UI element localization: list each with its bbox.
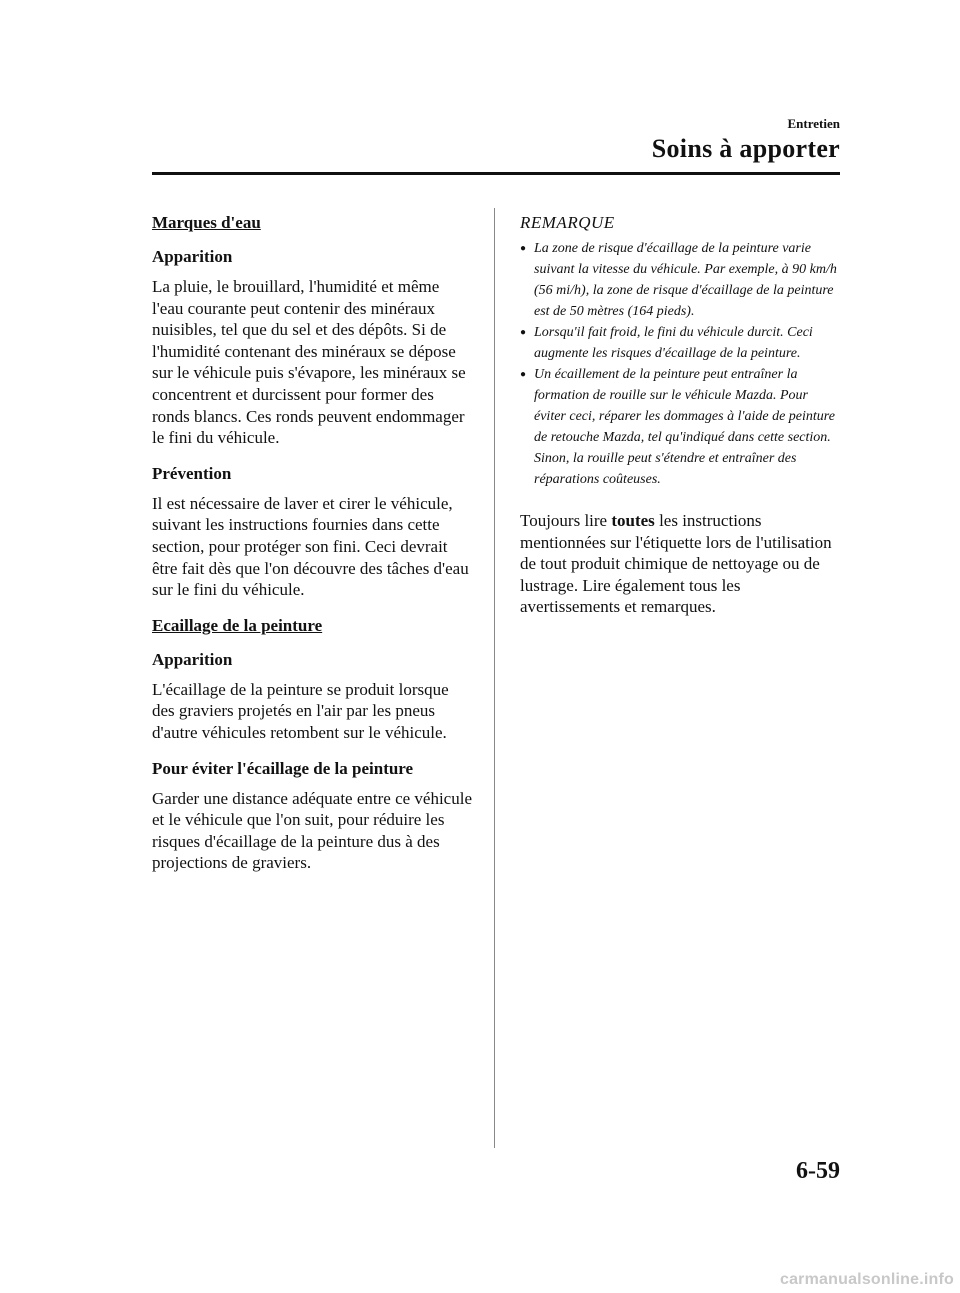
paint-chipping-apparition-text: L'écaillage de la peinture se produit lorsque des graviers projetés en l'air par les pneus d'autre véhicules retombent sur le véhicule. <box>152 679 449 742</box>
note-item <box>520 322 842 364</box>
paint-chipping-apparition-heading: Apparition <box>152 649 233 669</box>
note-text: Lorsqu'il fait froid, le fini du véhicule durcit. Ceci augmente les risques d'écaillage de la peinture. <box>534 325 813 361</box>
right-column <box>520 212 842 632</box>
watermark-link[interactable]: carmanualsonline.info <box>779 1271 954 1288</box>
closing-text-end: les instructions mentionnées sur l'étiquette lors de l'utilisation de tout produit chimique de nettoyage ou de lustrage. Lire également tous les avertissements et remarques. <box>520 511 832 617</box>
page-number: 6-59 <box>796 1158 840 1184</box>
water-marks-title: Marques d'eau <box>152 213 261 232</box>
bullet-icon: ● <box>520 243 527 254</box>
note-title: REMARQUE <box>520 213 615 232</box>
closing-text-start: Toujours lire <box>520 511 612 530</box>
paint-chipping-title: Ecaillage de la peinture <box>152 615 323 635</box>
water-marks-prevention-heading: Prévention <box>152 463 232 483</box>
header-section-label: Entretien <box>787 116 840 131</box>
left-column <box>152 212 472 888</box>
note-text: Un écaillement de la peinture peut entraîner la formation de rouille sur le véhicule Mazda. Pour éviter ceci, réparer les dommages à l'aide de peinture de retouche Mazda, tel qu'indiqué dans cette section. Sinon, la rouille peut s'étendre et entraîner des réparations coûteuses. <box>534 367 835 487</box>
paint-chipping-avoid-heading: Pour éviter l'écaillage de la peinture <box>152 758 414 778</box>
note-item <box>520 238 842 322</box>
paint-chipping-avoid-text: Garder une distance adéquate entre ce véhicule et le véhicule que l'on suit, pour réduire les risques d'écaillage de la peinture dus à des projections de graviers. <box>152 788 472 873</box>
bullet-icon: ● <box>520 327 527 338</box>
column-divider <box>494 208 495 1148</box>
bullet-icon: ● <box>520 369 527 380</box>
water-marks-prevention-text: Il est nécessaire de laver et cirer le véhicule, suivant les instructions fournies dans cette section, pour protéger son fini. Ceci devrait être fait dès que l'on découvre des tâches d'eau sur le fini du véhicule. <box>152 493 469 600</box>
closing-paragraph <box>520 510 842 618</box>
closing-bold-word: toutes <box>611 511 655 530</box>
water-marks-apparition-text: La pluie, le brouillard, l'humidité et même l'eau courante peut contenir des minéraux nuisibles, tel que du sel et des dépôts. Si de l'humidité contenant des minéraux se dépose sur le véhicule puis s'évapore, les minéraux se concentrent et durcissent pour former des ronds blancs. Ces ronds peuvent endommager le fini du véhicule. <box>152 277 466 448</box>
header-rule <box>152 172 840 175</box>
page-title: Soins à apporter <box>651 134 840 163</box>
note-list <box>520 238 842 490</box>
note-text: La zone de risque d'écaillage de la peinture varie suivant la vitesse du véhicule. Par exemple, à 90 km/h (56 mi/h), la zone de risque d'écaillage de la peinture est de 50 mètres (164 pieds). <box>534 241 837 319</box>
note-item <box>520 364 842 490</box>
water-marks-apparition-heading: Apparition <box>152 247 233 266</box>
